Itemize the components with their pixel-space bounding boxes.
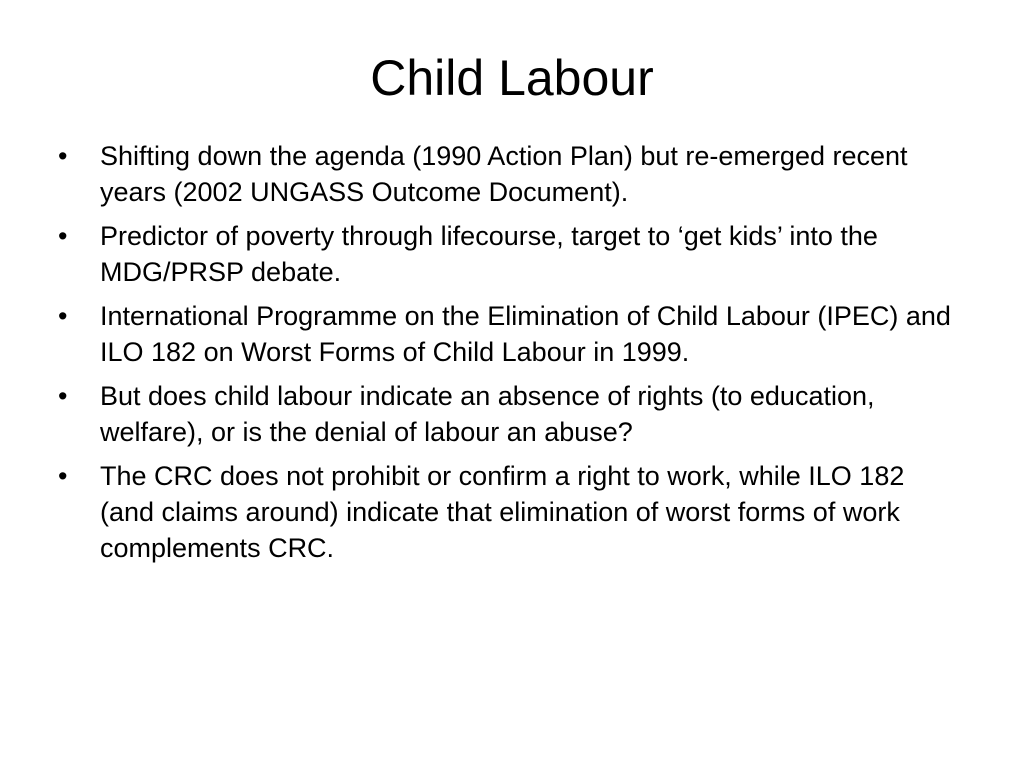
bullet-item (58, 298, 958, 370)
bullet-item (58, 138, 958, 210)
bullet-dot-icon: • (58, 141, 68, 171)
bullet-item (58, 458, 958, 566)
bullet-dot-icon: • (58, 381, 68, 411)
bullet-item (58, 378, 958, 450)
bullet-dot-icon: • (58, 221, 68, 251)
bullet-list (58, 138, 958, 574)
bullet-dot-icon: • (58, 301, 68, 331)
bullet-text: But does child labour indicate an absence of rights (to education, welfare), or is the denial of labour an abuse? (100, 381, 875, 447)
bullet-text: The CRC does not prohibit or confirm a right to work, while ILO 182 (and claims around) indicate that elimination of worst forms of work complements CRC. (100, 461, 905, 563)
bullet-text: International Programme on the Elimination of Child Labour (IPEC) and ILO 182 on Worst Forms of Child Labour in 1999. (100, 301, 951, 367)
slide-title: Child Labour (370, 50, 654, 106)
bullet-item (58, 218, 958, 290)
bullet-dot-icon: • (58, 461, 68, 491)
bullet-text: Shifting down the agenda (1990 Action Plan) but re-emerged recent years (2002 UNGASS Outcome Document). (100, 141, 908, 207)
bullet-text: Predictor of poverty through lifecourse, target to ‘get kids’ into the MDG/PRSP debate. (100, 221, 878, 287)
